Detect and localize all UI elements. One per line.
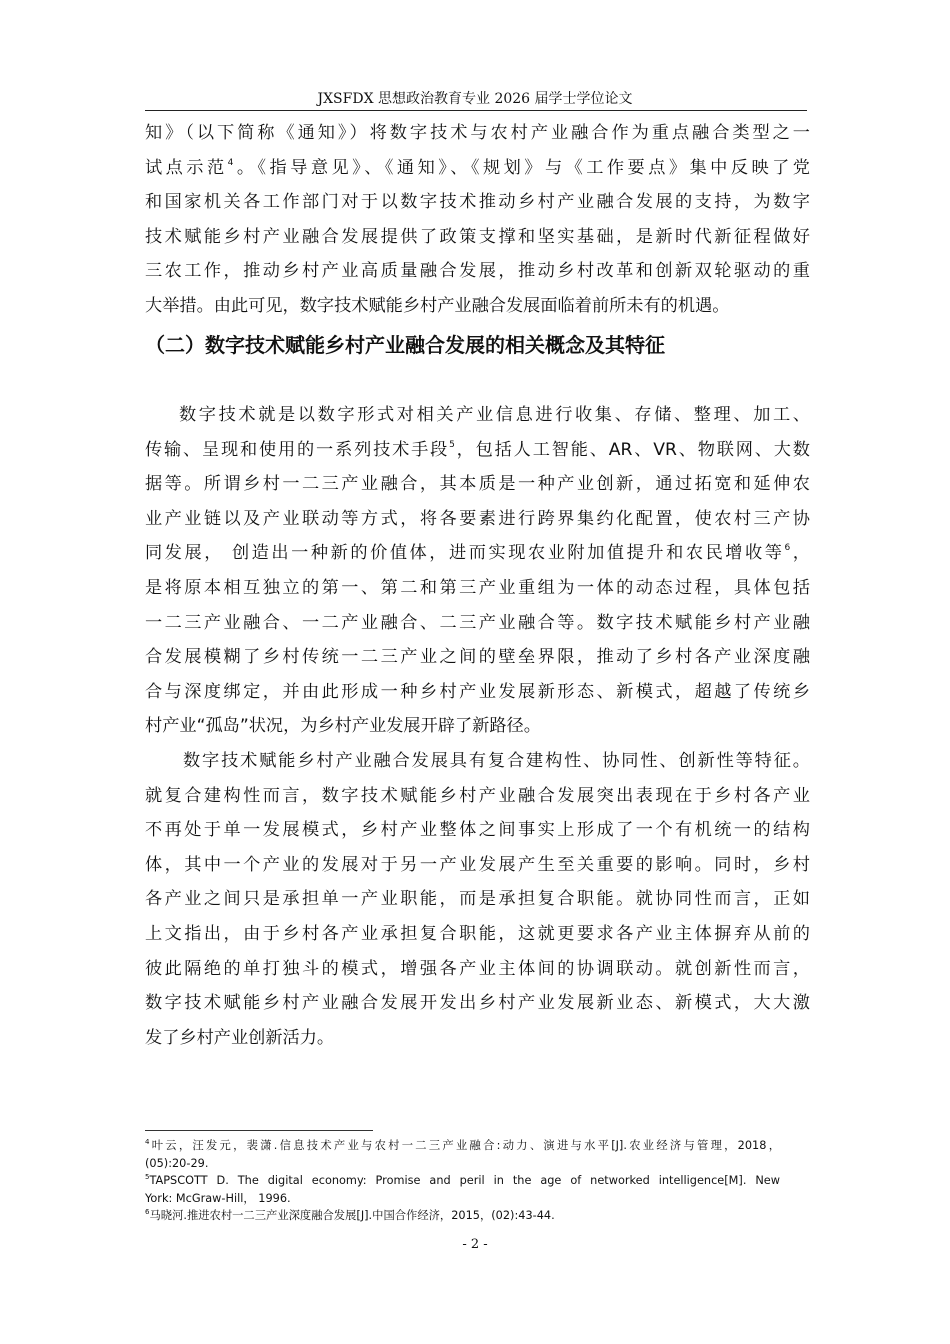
text-line: 数字技术就是以数字形式对相关产业信息进行收集、存储、整理、加工、 xyxy=(179,405,810,425)
text-fragment: 。《指导意见》、《通知》、《规划》与《工作要点》集中反映了党 xyxy=(233,157,810,178)
text-line: 技术赋能乡村产业融合发展提供了政策支撑和坚实基础，是新时代新征程做好 xyxy=(145,226,810,247)
footnote-line xyxy=(145,1172,780,1190)
footnote-ref-5[interactable]: 5 xyxy=(449,439,455,450)
text-line: 业产业链以及产业联动等方式，将各要素进行跨界集约化配置，使农村三产协 xyxy=(145,508,810,529)
text-line: 彼此隔绝的单打独斗的模式，增强各产业主体间的协调联动。就创新性而言， xyxy=(145,958,810,979)
text-fragment: ， xyxy=(790,543,810,564)
footnote-line: York: McGraw-Hill， 1996. xyxy=(145,1191,291,1205)
paragraph-concepts xyxy=(145,398,810,1055)
text-line: 就复合建构性而言，数字技术赋能乡村产业融合发展突出表现在于乡村各产业 xyxy=(145,785,810,806)
text-line: 上文指出，由于乡村各产业承担复合职能，这就更要求各产业主体摒弃从前的 xyxy=(145,923,810,944)
text-fragment: ，包括人工智能、AR、VR、物联网、大数 xyxy=(454,439,810,460)
text-line xyxy=(145,433,810,468)
footnote-number: 4 xyxy=(145,1138,150,1146)
footnote-line: (05):20-29. xyxy=(145,1156,209,1170)
footnote-4 xyxy=(145,1137,780,1172)
footnote-line xyxy=(145,1207,780,1225)
text-line: 各产业之间只是承担单一产业职能，而是承担复合职能。就协同性而言，正如 xyxy=(145,889,810,910)
footnote-ref-6[interactable]: 6 xyxy=(784,543,791,554)
text-line: 体，其中一个产业的发展对于另一产业发展产生至关重要的影响。同时，乡村 xyxy=(145,854,810,875)
footnote-text: TAPSCOTT D. The digital economy: Promise and peril in the age of networked intelligence[M]. New xyxy=(149,1174,780,1187)
text-fragment: 试点示范 xyxy=(145,157,228,178)
section-heading: （二）数字技术赋能乡村产业融合发展的相关概念及其特征 xyxy=(145,333,665,357)
text-line xyxy=(145,536,810,571)
footnote-text: 马晓河.推进农村一二三产业深度融合发展[J].中国合作经济，2015，(02):43-44. xyxy=(149,1209,555,1222)
text-line: 大举措。由此可见，数字技术赋能乡村产业融合发展面临着前所未有的机遇。 xyxy=(145,295,730,316)
text-line: 村产业“孤岛”状况，为乡村产业发展开辟了新路径。 xyxy=(145,716,541,737)
footnotes xyxy=(145,1137,780,1225)
footnote-line xyxy=(145,1137,780,1155)
text-fragment: 同发展， 创造出一种新的价值体，进而实现农业附加值提升和农民增收等 xyxy=(145,543,785,564)
text-line: 合发展模糊了乡村传统一二三产业之间的壁垒界限，推动了乡村各产业深度融 xyxy=(145,647,810,668)
text-line: 三农工作，推动乡村产业高质量融合发展，推动乡村改革和创新双轮驱动的重 xyxy=(145,261,810,282)
header-rule xyxy=(145,110,807,111)
text-line xyxy=(145,151,810,186)
footnote-6 xyxy=(145,1207,780,1225)
paragraph-continued xyxy=(145,116,810,324)
text-line: 不再处于单一发展模式，乡村产业整体之间事实上形成了一个有机统一的结构 xyxy=(145,820,810,841)
footnote-separator xyxy=(145,1130,373,1131)
text-fragment: 传输、呈现和使用的一系列技术手段 xyxy=(145,439,450,460)
text-line: 知》（以下简称《通知》）将数字技术与农村产业融合作为重点融合类型之一 xyxy=(145,123,810,143)
footnote-number: 5 xyxy=(145,1173,150,1181)
text-line: 据等。所谓乡村一二三产业融合，其本质是一种产业创新，通过拓宽和延伸农 xyxy=(145,474,810,495)
text-line: 数字技术赋能乡村产业融合发展开发出乡村产业发展新业态、新模式，大大激 xyxy=(145,993,810,1014)
text-line: 合与深度绑定，并由此形成一种乡村产业发展新形态、新模式，超越了传统乡 xyxy=(145,681,810,702)
text-line: 发了乡村产业创新活力。 xyxy=(145,1027,335,1048)
text-line: 和国家机关各工作部门对于以数字技术推动乡村产业融合发展的支持，为数字 xyxy=(145,192,810,213)
page-number: - 2 - xyxy=(462,1237,488,1252)
text-line: 一二三产业融合、一二产业融合、二三产业融合等。数字技术赋能乡村产业融 xyxy=(145,612,810,633)
text-line: 是将原本相互独立的第一、第二和第三产业重组为一体的动态过程，具体包括 xyxy=(145,577,810,598)
footnote-text: 叶云，汪发元，裴潇.信息技术产业与农村一二三产业融合:动力、演进与水平[J].农业经济与管理，2018， xyxy=(149,1139,780,1152)
running-header: JXSFDX 思想政治教育专业 2026 届学士学位论文 xyxy=(317,91,633,107)
footnote-number: 6 xyxy=(145,1208,150,1216)
footnote-5 xyxy=(145,1172,780,1207)
text-line: 数字技术赋能乡村产业融合发展具有复合建构性、协同性、创新性等特征。 xyxy=(183,750,810,771)
footnote-ref-4[interactable]: 4 xyxy=(227,157,234,168)
